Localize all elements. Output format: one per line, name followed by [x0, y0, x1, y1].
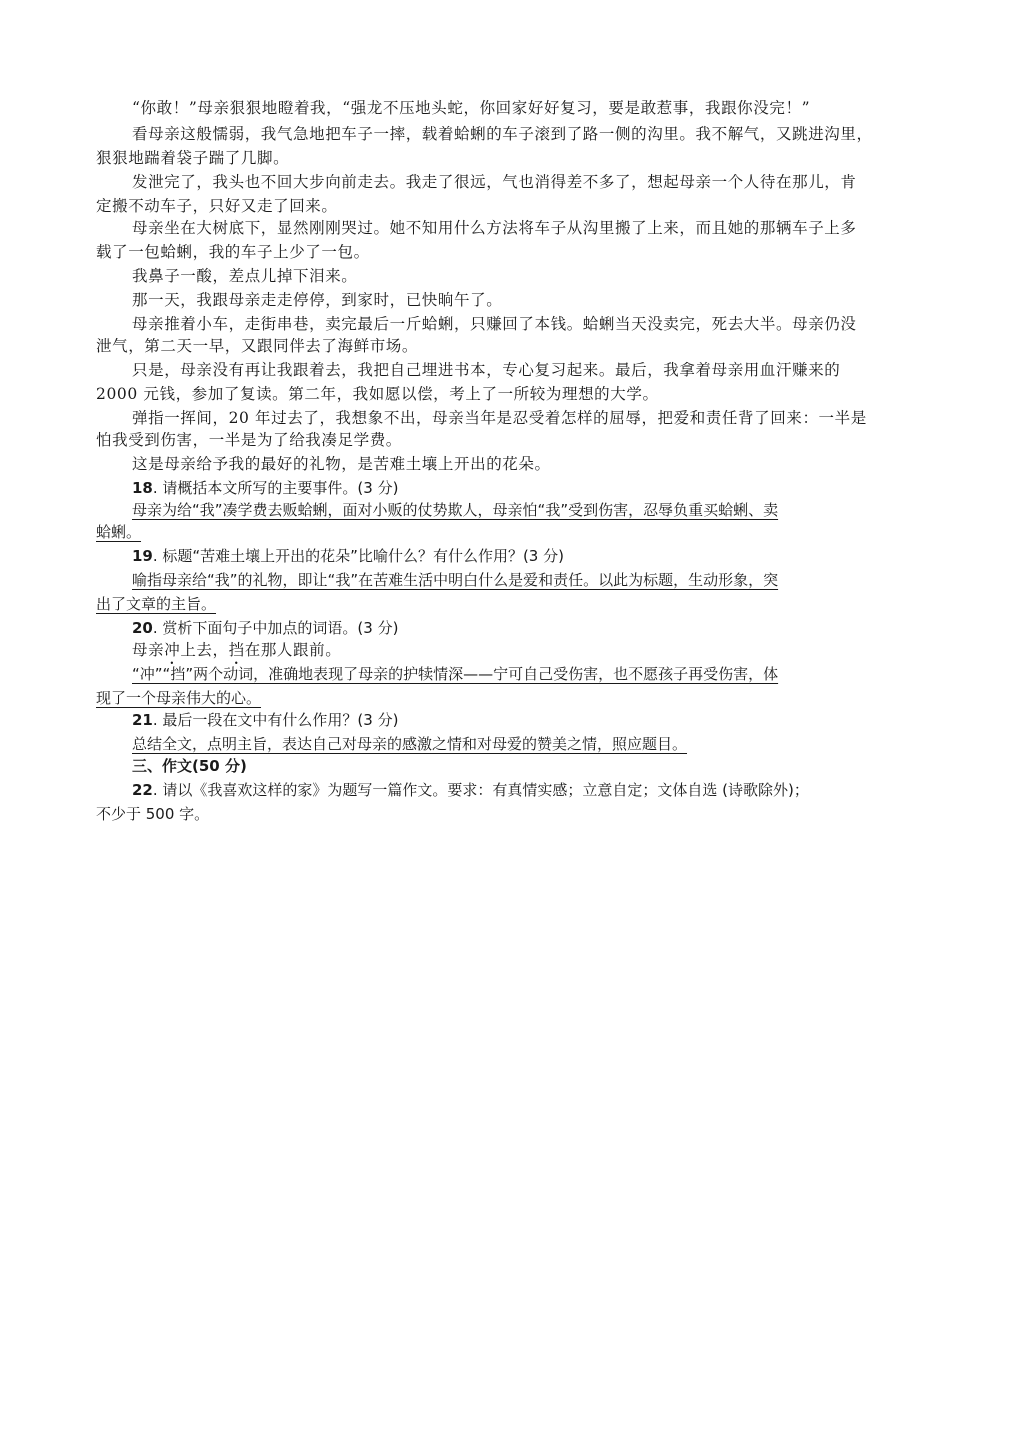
answer-19-line: 出了文章的主旨。 [96, 595, 217, 613]
answer-21-line: 总结全文，点明主旨，表达自己对母亲的感激之情和对母爱的赞美之情，照应题目。 [132, 735, 688, 753]
story-line: 定搬不动车子，只好又走了回来。 [96, 197, 338, 215]
story-line: 发泄完了，我头也不回大步向前走去。我走了很远，气也消得差不多了，想起母亲一个人待在那儿，肯 [132, 173, 857, 191]
question-text: . 请概括本文所写的主要事件。(3 分) [152, 479, 399, 497]
emphasized-word: 冲 [164, 641, 181, 659]
sentence-part: 在那人跟前。 [244, 641, 342, 659]
story-line: 母亲推着小车，走街串巷，卖完最后一斤蛤蜊，只赚回了本钱。蛤蜊当天没卖完，死去大半。母亲仍没 [132, 315, 857, 333]
story-line: 看母亲这般懦弱，我气急地把车子一摔，载着蛤蜊的车子滚到了路一侧的沟里。我不解气，又跳进沟里， [132, 125, 873, 143]
sentence-part: 母亲 [132, 641, 165, 659]
story-line: 那一天，我跟母亲走走停停，到家时，已快晌午了。 [132, 291, 503, 309]
question-21 [132, 710, 936, 730]
question-text: . 最后一段在文中有什么作用？(3 分) [152, 711, 399, 729]
story-line: 狠狠地踹着袋子踹了几脚。 [96, 149, 290, 167]
story-line: 这是母亲给予我的最好的礼物，是苦难土壤上开出的花朵。 [132, 455, 551, 473]
question-18 [132, 478, 936, 498]
answer-20-line: “冲”“挡”两个动词，准确地表现了母亲的护犊情深——宁可自己受伤害，也不愿孩子再受伤害，体 [132, 665, 779, 683]
answer-18-line: 蛤蜊。 [96, 523, 142, 541]
question-text: . 赏析下面句子中加点的词语。(3 分) [152, 619, 399, 637]
story-line: 只是，母亲没有再让我跟着去，我把自己埋进书本，专心复习起来。最后，我拿着母亲用血汗赚来的 [132, 361, 841, 379]
answer-19-line: 喻指母亲给“我”的礼物，即让“我”在苦难生活中明白什么是爱和责任。以此为标题，生动形象，突 [132, 571, 779, 589]
sentence-part: 上去， [180, 641, 229, 659]
question-20 [132, 618, 936, 638]
story-line: 弹指一挥间，20 年过去了，我想象不出，母亲当年是忍受着怎样的屈辱，把爱和责任背了回来：一半是 [132, 409, 867, 427]
question-text: . 请以《我喜欢这样的家》为题写一篇作文。要求：有真情实感；立意自定；文体自选 (诗歌除外)； [152, 781, 809, 799]
story-line: “你敢！”母亲狠狠地瞪着我，“强龙不压地头蛇，你回家好好复习，要是敢惹事，我跟你没完！” [132, 99, 811, 117]
question-22-continued: 不少于 500 字。 [96, 805, 210, 823]
answer-18-line: 母亲为给“我”凑学费去贩蛤蜊，面对小贩的仗势欺人，母亲怕“我”受到伤害，忍辱负重买蛤蜊、卖 [132, 501, 779, 519]
story-line: 母亲坐在大树底下，显然刚刚哭过。她不知用什么方法将车子从沟里搬了上来，而且她的那辆车子上多 [132, 219, 857, 237]
story-line: 怕我受到伤害，一半是为了给我凑足学费。 [96, 431, 402, 449]
question-number: 18 [132, 479, 153, 497]
section-heading: 三、作文(50 分) [132, 757, 247, 775]
question-22 [132, 780, 936, 800]
story-line: 2000 元钱，参加了复读。第二年，我如愿以偿，考上了一所较为理想的大学。 [96, 385, 659, 403]
story-line: 我鼻子一酸，差点儿掉下泪来。 [132, 267, 358, 285]
question-number: 19 [132, 547, 153, 565]
question-text: . 标题“苦难土壤上开出的花朵”比喻什么？有什么作用？(3 分) [152, 547, 564, 565]
story-line: 泄气，第二天一早，又跟同伴去了海鲜市场。 [96, 337, 419, 355]
question-19 [132, 546, 936, 566]
question-number: 21 [132, 711, 153, 729]
question-number: 22 [132, 781, 153, 799]
emphasized-word: 挡 [228, 641, 245, 659]
story-line: 载了一包蛤蜊，我的车子上少了一包。 [96, 243, 370, 261]
answer-20-line: 现了一个母亲伟大的心。 [96, 689, 262, 707]
question-number: 20 [132, 619, 153, 637]
